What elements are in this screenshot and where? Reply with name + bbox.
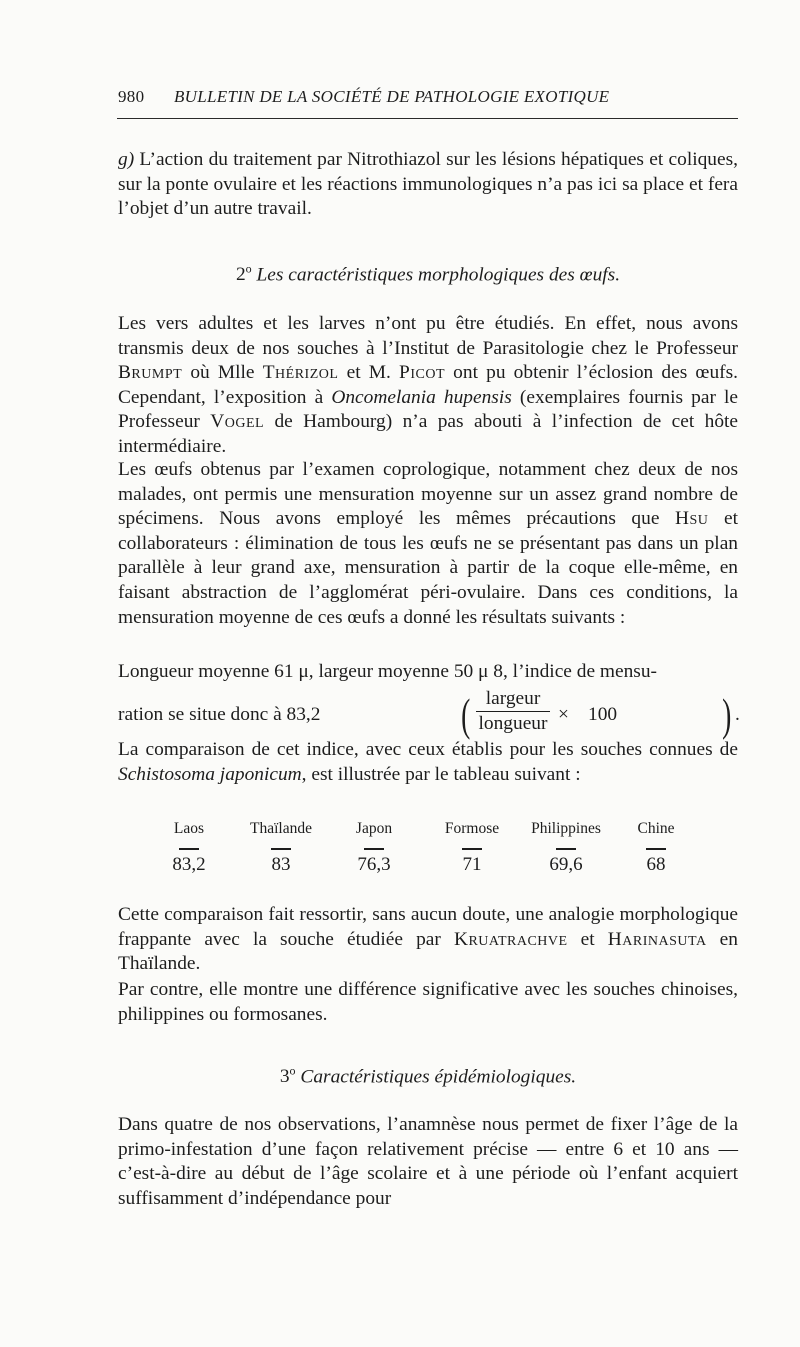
column-header: Laos <box>173 820 205 837</box>
section-heading-2 <box>118 262 738 286</box>
table-cell: 76,3 <box>357 853 391 875</box>
paragraph-text: L’action du traitement par Nitrothiazol sur les lésions hépatiques et coliques, sur la ponte ovulaire et les réactions immunologiques n’a pas ici sa place et fera l’objet d’un autre travail. <box>118 149 738 220</box>
table-column <box>342 820 406 876</box>
times-sign: × <box>558 704 569 725</box>
table-column <box>164 820 214 876</box>
table-cell: 83 <box>271 853 291 875</box>
right-paren: ) <box>722 689 732 740</box>
column-header: Japon <box>355 820 393 837</box>
section-title: Les caractéristiques morphologiques des œufs. <box>251 264 621 286</box>
formula-prefix: ration se situe donc à 83,2 <box>118 704 321 725</box>
column-header: Philippines <box>531 820 601 837</box>
author-name: Harinasuta <box>607 928 707 950</box>
table-column <box>434 820 510 876</box>
fraction-bar <box>476 711 550 712</box>
comparison-table <box>118 820 738 890</box>
author-name: Picot <box>399 362 445 384</box>
author-name: Vogel <box>210 411 265 433</box>
author-name: Hsu <box>675 508 709 530</box>
table-cell: 69,6 <box>549 853 583 875</box>
paragraph-7: Dans quatre de nos observations, l’anamnèse nous permet de fixer l’âge de la primo-infestation d’une façon relativement précise — entre 6 et 10 ans — c’est-à-dire au début de l’âge scolaire et à une période où l’enfant acquiert suffisamment d’indépendance pour <box>118 1114 738 1209</box>
numerator: largeur <box>485 688 541 709</box>
paragraph-2: Les œufs obtenus par l’examen coprologique, notamment chez deux de nos malades, ont permis une mensuration moyenne sur un assez grand nombre de spécimens. Nous avons employé les mêmes précautions que Hsu et collaborateurs : élimination de tous les œufs ne se présentant pas dans un plan parallèle à leur grand axe, mensuration à partir de la coque elle-même, en faisant abstraction de l’agglomérat péri-ovulaire. Dans ces conditions, la mensuration moyenne de ces œufs a donné les résultats suivants : <box>118 459 738 628</box>
paragraph-3: Longueur moyenne 61 μ, largeur moyenne 50 μ 8, l’indice de mensu- <box>118 661 657 682</box>
paragraph-g <box>118 148 738 222</box>
author-name: Kruatrachve <box>453 928 568 950</box>
column-dash <box>556 848 576 850</box>
page-number: 980 <box>118 87 145 106</box>
section-heading-3 <box>118 1064 738 1088</box>
paragraph-5: Cette comparaison fait ressortir, sans aucun doute, une analogie morphologique frappante avec la souche étudiée par Kruatrachve et Harinasuta en Thaïlande. <box>118 904 738 975</box>
column-header: Chine <box>637 820 675 837</box>
header-rule <box>117 118 738 119</box>
running-head <box>118 87 736 113</box>
table-column <box>518 820 614 876</box>
column-header: Thaïlande <box>250 820 312 837</box>
table-cell: 68 <box>646 853 666 875</box>
paragraph-6: Par contre, elle montre une différence significative avec les souches chinoises, philippines ou formosanes. <box>118 979 738 1025</box>
table-column <box>628 820 684 876</box>
paragraph-1: Les vers adultes et les larves n’ont pu être étudiés. En effet, nous avons transmis deux de nos souches à l’Institut de Parasitologie chez le Professeur Brumpt où Mlle Thérizol et M. Picot ont pu obtenir l’éclosion des œufs. Cependant, l’exposition à Oncomelania hupensis (exemplaires fournis par le Professeur Vogel de Hambourg) n’a pas abouti à l’infection de cet hôte intermédiaire. <box>118 313 739 457</box>
denominator: longueur <box>478 713 548 734</box>
table-cell: 83,2 <box>172 853 206 875</box>
paragraph-4: La comparaison de cet indice, avec ceux établis pour les souches connues de Schistosoma japonicum, est illustrée par le tableau suivant : <box>118 739 738 785</box>
multiplier: 100 <box>588 704 618 725</box>
left-paren: ( <box>461 689 471 740</box>
column-header: Formose <box>444 820 500 837</box>
section-number: 2$^o$ <box>235 262 252 286</box>
species-name: Schistosoma japonicum <box>118 763 302 785</box>
section-number: 3$^o$ <box>279 1064 296 1088</box>
formula <box>118 690 738 740</box>
journal-title: BULLETIN DE LA SOCIÉTÉ DE PATHOLOGIE EXOTIQUE <box>174 87 610 106</box>
fraction <box>476 688 550 735</box>
column-dash <box>179 848 199 850</box>
author-name: Thérizol <box>262 362 339 384</box>
species-name: Oncomelania hupensis <box>331 386 512 408</box>
column-dash <box>462 848 482 850</box>
column-dash <box>646 848 666 850</box>
author-name: Brumpt <box>118 362 183 384</box>
formula-period: . <box>735 704 740 725</box>
column-dash <box>271 848 291 850</box>
table-column <box>238 820 324 876</box>
column-dash <box>364 848 384 850</box>
paragraph-label: g) <box>118 149 135 170</box>
table-cell: 71 <box>462 853 482 875</box>
section-title: Caractéristiques épidémiologiques. <box>295 1066 577 1088</box>
